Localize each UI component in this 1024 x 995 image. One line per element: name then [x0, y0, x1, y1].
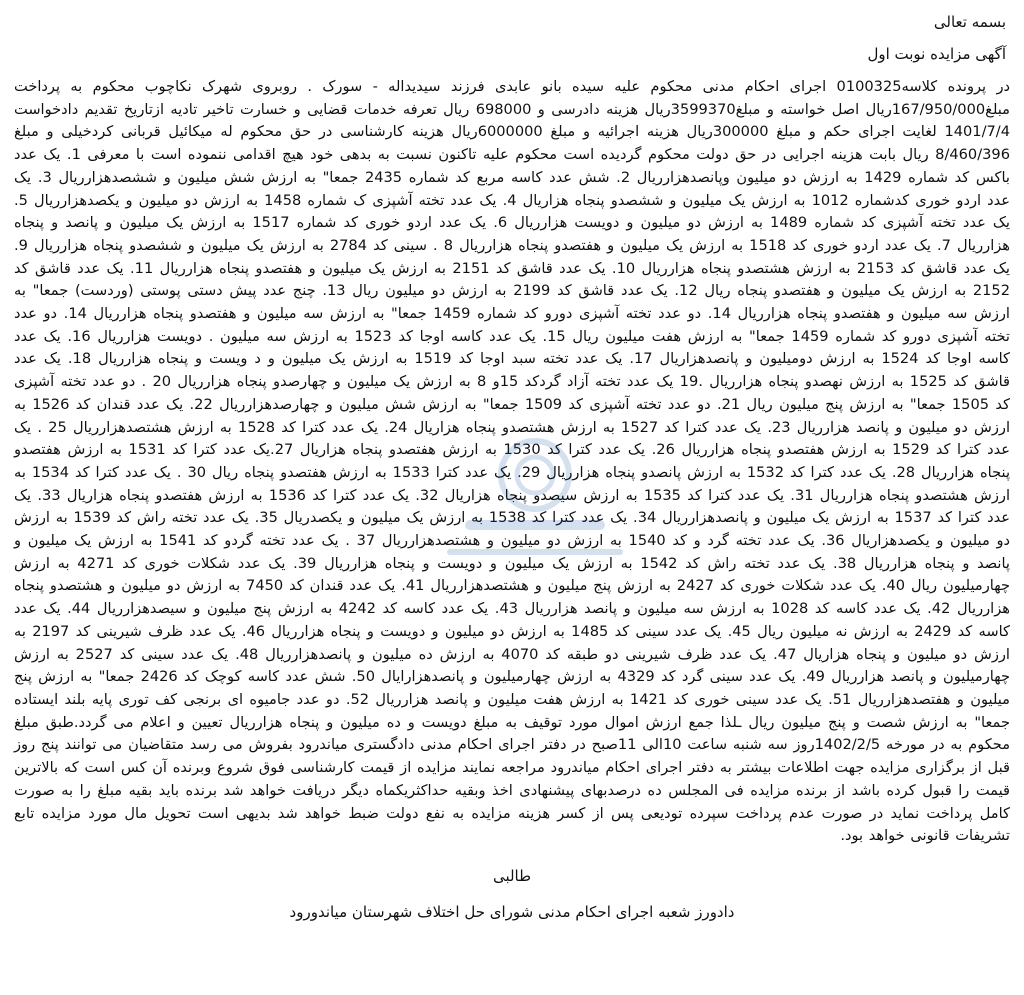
notice-title: آگهی مزایده نوبت اول: [867, 45, 1006, 63]
signer-name: طالبی: [492, 866, 532, 885]
signer-title: دادورز شعبه اجرای احکام مدنی شورای حل اختلاف شهرستان میاندورود: [289, 902, 735, 921]
notice-body: در پرونده کلاسه0100325 اجرای احکام مدنی محکوم علیه سیده بانو عابدی فرزند سیدیداله - سورک . روبروی شهرک نکاچوب محکوم به پرداخت مبلغ167/950/000ریال اصل خواسته و مبلغ3599370ریال هزینه دادرسی و 698000 ریال تعرفه خدمات قضایی و خسارت تاخیر تادیه ازتاریخ تقدیم دادخواست 1401/7/4 لغایت اجرای حکم و مبلغ 300000ریال هزینه اجرائیه و مبلغ 6000000ریال هزینه کارشناسی در حق محکوم له میکائیل قربانی کردخیلی و مبلغ 8/460/396 ریال بابت هزینه اجرایی در حق دولت محکوم گردیده است محکوم علیه تاکنون نسبت به بدهی خود هیچ اقدامی ننموده است با معرفی 1. یک عدد باکس کد شماره 1429 به ارزش دو میلیون وپانصدهزارریال 2. شش عدد کاسه مربع کد شماره 2435 جمعا" به ارزش شش میلیون و ششصدهزارریال 3. یک عدد اردو خوری کدشماره 1012 به ارزش یک میلیون و ششصدو پنجاه هزاریال 4. یک عدد تخته آشپزی ک شماره 1458 به ارزش دو میلیون و یکصدهزارریال 5. یک عدد تخته آشپزی کد شماره 1489 به ارزش دو میلیون و دویست هزارریال 6. یک عدد اردو خوری کد شماره 1517 به ارزش یک میلیون و پانصد و پنجاه هزارریال 7. یک عدد اردو خوری کد 1518 به ارزش یک میلیون و هفتصدو پنجاه هزارریال 8 . سینی کد 2784 به ارزش یک میلیون و ششصدو پنجاه هزارریال 9. یک عدد قاشق کد 2153 به ارزش هشتصدو پنجاه هزارریال 10. یک عدد قاشق کد 2151 به ارزش یک میلیون و هفتصدو پنجاه هزارریال 11. یک عدد قاشق کد 2152 به ارزش یک میلیون و هفتصدو پنجاه ریال 12. یک عدد قاشق کد 2199 به ارزش دو میلیون ریال 13. چنج عدد پیش دستی پوستی (وردست) جمعا" به ارزش سه میلیون و هفتصدو پنجاه هزارریال 14. دو عدد تخته آشپزی دورو کد شماره 1459 جمعا" به ارزش سه میلیون و هفتصدو پنجاه هزارریال 14. دو عدد تخته آشپزی دورو کد شماره 1459 جمعا" به ارزش هفت میلیون ریال 15. یک عدد کاسه اوجا کد 1523 به ارزش سه میلیون . دویست هزارریال 16. یک عدد کاسه اوجا کد 1524 به ارزش دومیلیون و پانصدهزاریال 17. یک عدد تخته سبد اوجا کد 1519 به ارزش یک میلیون و د ویست و پنجاه هزارریال 18. یک عدد قاشق کد 1525 به ارزش نهصدو پنجاه هزارریال .19 یک عدد تخته آزاد گردکد 15و 8 به ارزش یک میلیون و چهارصدو پنجاه هزارریال 20 . دو عدد تخته آشپزی کد 1505 جمعا" به ارزش پنج میلیون ریال 21. دو عدد تخته آشپزی کد 1509 جمعا" به ارزش شش میلیون و چهارصدهزارریال 22. یک عدد قندان کد 1526 به ارزش دو میلیون و پانصد هزارریال 23. یک عدد کترا کد 1527 به ارزش هشتصدو پنجاه هزاریال 24. یک عدد کترا کد 1528 به ارزش هشتصدهزارریال 25 . یک عدد کترا کد 1529 به ارزش هفتصدو پنجاه هزارریال 26. یک عدد کترا کد 1530 به ارزش هفتصدو پنجاه هزاریال 27.یک عدد کترا کد 1531 به ارزش هفتصدو پنجاه هزارریال 28. یک عدد کترا کد 1532 به ارزش پانصدو پنجاه هزارریال 29. یک عدد کترا 1533 به ارزش هفتصدو پنجاه ریال 30 . یک عدد کترا کد 1534 به ارزش هشتصدو پنجاه هزارریال 31. یک عدد کترا کد 1535 به ارزش سیصدو پنجاه هزاریال 32. یک عدد کترا کد 1536 به ارزش هفتصدو پنجاه هزاریال 33. یک عدد کترا کد 1537 به ارزش یک میلیون و پانصدهزارریال 34. یک عدد کترا کد 1538 به ارزش یک میلیون و یکصدریال 35. یک عدد تخته راش کد 1539 به ارزش دو میلیون و یکصدهزاریال 36. یک عدد تخته گرد و کد 1540 به ارزش دو میلیون و هشتصدهزارریال 37 . یک عدد تخته گردو کد 1541 به ارزش یک میلیون و پانصد و پنجاه هزارریال 38. یک عدد تخته راش کد 1542 به ارزش یک میلیون و دویست و پنجاه هزارریال 39. یک عدد شکلات خوری کد 4271 به ارزش چهارمیلیون ریال 40. یک عدد شکلات خوری کد 2427 به ارزش پنج میلیون و هشتصدهزارریال 41. یک عدد قندان کد 7450 به ارزش دو میلیون و هشتصدو پنجاه هزارریال 42. یک عدد کاسه کد 1028 به ارزش سه میلیون و پانصد هزارریال 43. یک عدد کاسه کد 4242 به ارزش پنج میلیون و سیصدهزارریال 44. یک عدد کاسه کد 2429 به ارزش نه میلیون ریال 45. یک عدد سینی کد 1485 به ارزش دو میلیون و دویست و پنجاه هزارریال 46. یک عدد ظرف شیرینی کد 2197 به ارزش دو میلیون و پنجاه هزاریال 47. یک عدد ظرف شیرینی دو طبقه کد 4070 به ارزش ده میلیون و پانصدهزارریال 48. یک عدد سینی کد 2527 به ارزش چهارمیلیون و پانصد هزارریال 49. یک عدد سینی گرد کد 4329 به ارزش چهارمیلیون و پانصدهزارایال 50. شش عدد کاسه کوچک کد 2426 جمعا" به ارزش پنج میلیون و هفتصدهزارریال 51. یک عدد سینی خوری کد 1421 به ارزش هفت میلیون و پانصد هزارریال 52. دو عدد جامیوه ای برنجی کف توری پایه بلند ایستاده جمعا" به ارزش شصت و پنج میلیون ریال ـلذا جمع ارزش اموال مورد توقیف به مبلغ دویست و ده میلیون و پنجاه هزارریال تعیین و اعلام می گردد.طبق مبلغ محکوم به در مورخه 1402/2/5روز سه شنبه ساعت 10الی 11صبح در دفتر اجرای احکام مدنی دادگستری میاندرود بفروش می رسد متقاضیان می توانند پنج روز قبل از برگزاری مزایده جهت اطلاعات بیشتر به دفتر اجرای احکام میاندرود مراجعه نمایند مزایده از قیمت کارشناسی فوق شروع وبرنده آن کس است که بالاترین قیمت را قبول کرده باشد از برنده مزایده فی المجلس ده درصدبهای پیشنهادی اخذ وبقیه حداکثریکماه دیگر دریافت خواهد شد برنده باید بقیه مبلغ را به صورت کامل پرداخت نماید در صورت عدم پرداخت سپرده تودیعی پس از کسر هزینه مزایده به نفع دولت ضبط خواهد شد بدیهی است تحویل مال مورد مزایده تابع تشریفات قانونی خواهد بود.: [14, 78, 1011, 845]
invocation-heading: بسمه تعالی: [933, 13, 1006, 31]
